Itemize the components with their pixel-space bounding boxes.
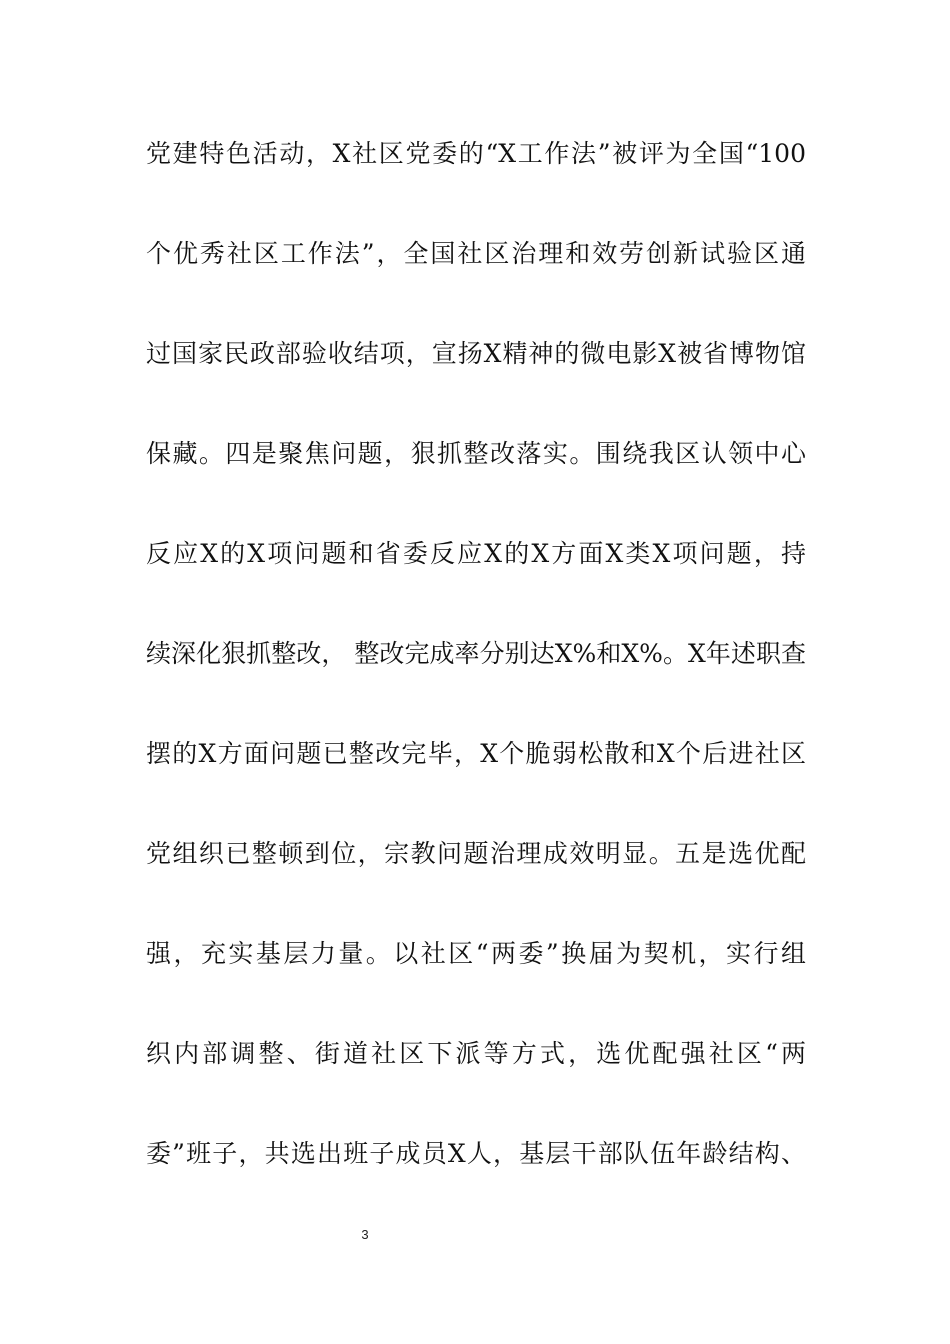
body-text-line-11: 委”班子，共选出班子成员X人，基层干部队伍年龄结构、 <box>146 1139 806 1168</box>
body-text-line-5: 反应X的X项问题和省委反应X的X方面X类X项问题，持 <box>146 539 806 568</box>
body-text-line-8: 党组织已整顿到位，宗教问题治理成效明显。五是选优配 <box>146 839 806 868</box>
body-text-line-10: 织内部调整、街道社区下派等方式，选优配强社区“两 <box>146 1039 806 1068</box>
body-text-line-2: 个优秀社区工作法”，全国社区治理和效劳创新试验区通 <box>146 239 806 268</box>
page-number: 3 <box>361 1227 369 1242</box>
body-text-line-3: 过国家民政部验收结项，宣扬X精神的微电影X被省博物馆 <box>146 339 806 368</box>
body-text-line-1: 党建特色活动，X社区党委的“X工作法”被评为全国“100 <box>146 139 806 168</box>
body-text-line-7: 摆的X方面问题已整改完毕，X个脆弱松散和X个后进社区 <box>146 739 806 768</box>
body-text-line-9: 强，充实基层力量。以社区“两委”换届为契机，实行组 <box>146 939 806 968</box>
body-text-line-6: 续深化狠抓整改， 整改完成率分别达X%和X%。X年述职查 <box>146 639 806 668</box>
body-text-line-4: 保藏。四是聚焦问题，狠抓整改落实。围绕我区认领中心 <box>146 439 806 468</box>
